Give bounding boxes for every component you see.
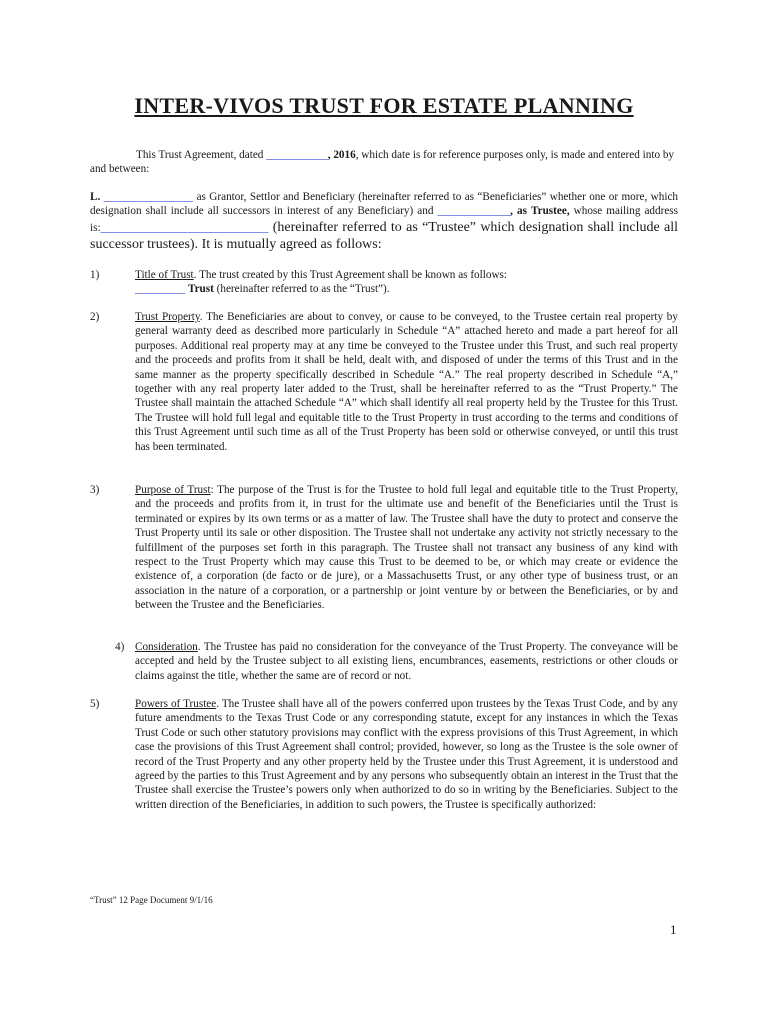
clause-heading: Title of Trust <box>135 269 194 281</box>
grantor-blank: ________________ <box>103 191 194 203</box>
intro-paragraph <box>90 148 678 177</box>
trust-name-blank: _________ <box>135 283 186 296</box>
document-title: INTER-VIVOS TRUST FOR ESTATE PLANNING <box>134 93 634 118</box>
clause-heading: Powers of Trustee <box>135 698 217 710</box>
clause-3 <box>90 483 678 613</box>
page-footer: “Trust” 12 Page Document 9/1/16 <box>90 895 213 905</box>
page-number: 1 <box>670 922 677 937</box>
trust-label: Trust <box>185 283 214 296</box>
clause-text-2: (hereinafter referred to as the “Trust”). <box>213 283 390 296</box>
intro-text-2: , which date is for reference purposes only, is made and entered into by and between: <box>90 149 675 176</box>
clause-text: . The Trustee shall have all of the powers conferred upon trustees by the Texas Trust Code, and by any future amendments to the Texas Trust Code or any corresponding statute, except for any instances in which the Texas Trust Code or such other statutory provisions may conflict with the express provisions of this Trust Agreement, in which case the provisions of this Trust Agreement shall control; provided, however, so long as the Trustee is the sole owner of record of the Trust Property and any other property held by the Trustee under this Trust Agreement, it is understood and agreed by the parties to this Trust Agreement and by any persons who subsequently obtain an interest in the Trust that the Trustee shall exercise the Trustee’s powers only when authorized to do so in writing by the Beneficiaries. Subject to the written direction of the Beneficiaries, in addition to such powers, the Trustee is specifically authorized: <box>135 698 678 811</box>
hereinafter-text: (hereinafter referred to as “Trustee” which designation shall include all successor trustees). It is mutually agreed as follows: <box>90 219 678 252</box>
address-blank: ______________________________ <box>100 221 269 234</box>
intro-year: , 2016 <box>327 149 356 161</box>
clause-text: . The Beneficiaries are about to convey, or cause to be conveyed, to the Trustee certain real property by general warranty deed as described more particularly in Schedule “A” attached hereto and made a part hereof for all purposes. Additional real property may at any time be conveyed to the Trustee under this Trust, and such real property and the proceeds and profits from it shall be held, dealt with, and disposed of under the terms of this Trust and in the same manner as the property specifically described in Schedule “A.” The real property described in Schedule “A,” together with any real property later added to the Trust, shall be hereinafter referred to as the “Trust Property.” The Trustee shall maintain the attached Schedule “A” which shall identify all real property held by the Trustee for this Trust. The Trustee will hold full legal and equitable title to the Trust Property in trust according to the terms and conditions of this Trust Agreement until such time as all of the Trust Property has been sold or otherwise conveyed, or until this trust has been terminated. <box>135 311 678 453</box>
mailing-text: whose mailing address is: <box>90 205 679 234</box>
clause-number: 4) <box>115 641 125 653</box>
clause-2 <box>90 310 678 454</box>
clause-text: . The trust created by this Trust Agreement shall be known as follows: <box>193 269 507 281</box>
clause-heading: Trust Property <box>135 311 200 323</box>
trustee-blank: _____________ <box>437 205 511 218</box>
intro-text-1: This Trust Agreement, dated <box>136 149 267 161</box>
clause-number: 2) <box>90 311 100 323</box>
trustee-label: Trustee, <box>530 205 570 218</box>
clause-number: 5) <box>90 698 100 710</box>
clause-5 <box>90 697 678 812</box>
clause-number: 1) <box>90 269 100 281</box>
as-label: , as <box>510 205 527 218</box>
clause-heading: Consideration <box>135 641 198 653</box>
clause-text: . The Trustee has paid no consideration for the conveyance of the Trust Property. The conveyance will be accepted and held by the Trustee subject to all existing liens, encumbrances, easements, restrictions or other clouds or claims against the title, whether the same are of record or not. <box>135 641 678 682</box>
clause-number: 3) <box>90 484 100 496</box>
clause-heading: Purpose of Trust <box>135 484 211 496</box>
grantor-prefix: L. <box>90 191 104 203</box>
date-blank: ___________ <box>266 149 328 161</box>
parties-paragraph <box>90 190 678 253</box>
clause-1 <box>90 268 678 297</box>
clause-text: : The purpose of the Trust is for the Trustee to hold full legal and equitable title to the Trust Property, and the proceeds and profits from it, in trust for the ultimate use and benefit of the Beneficiaries until the Trust is terminated or expires by its own terms or as a matter of law. The Trustee shall have the duty to protect and conserve the Trust Property until its sale or other disposition. The Trustee shall not undertake any activity not strictly necessary to the fulfillment of the purposes set forth in this paragraph. The Trustee shall not transact any business of any kind with respect to the Trust Property which may cause this Trust to be deemed to be, or which may create or evidence the existence of, a corporation (de facto or de jure), or a Massachusetts Trust, or any other type of business trust, or an association in the nature of a corporation, or a partnership or joint venture by or between the Beneficiaries, or by and between the Trustee and the Beneficiaries. <box>135 484 678 612</box>
grantor-text: as Grantor, Settlor and Beneficiary (hereinafter referred to as “Beneficiaries” whether one or more, which designation shall include all successors in interest of any Beneficiary) and <box>90 191 678 218</box>
clause-4 <box>90 640 678 683</box>
